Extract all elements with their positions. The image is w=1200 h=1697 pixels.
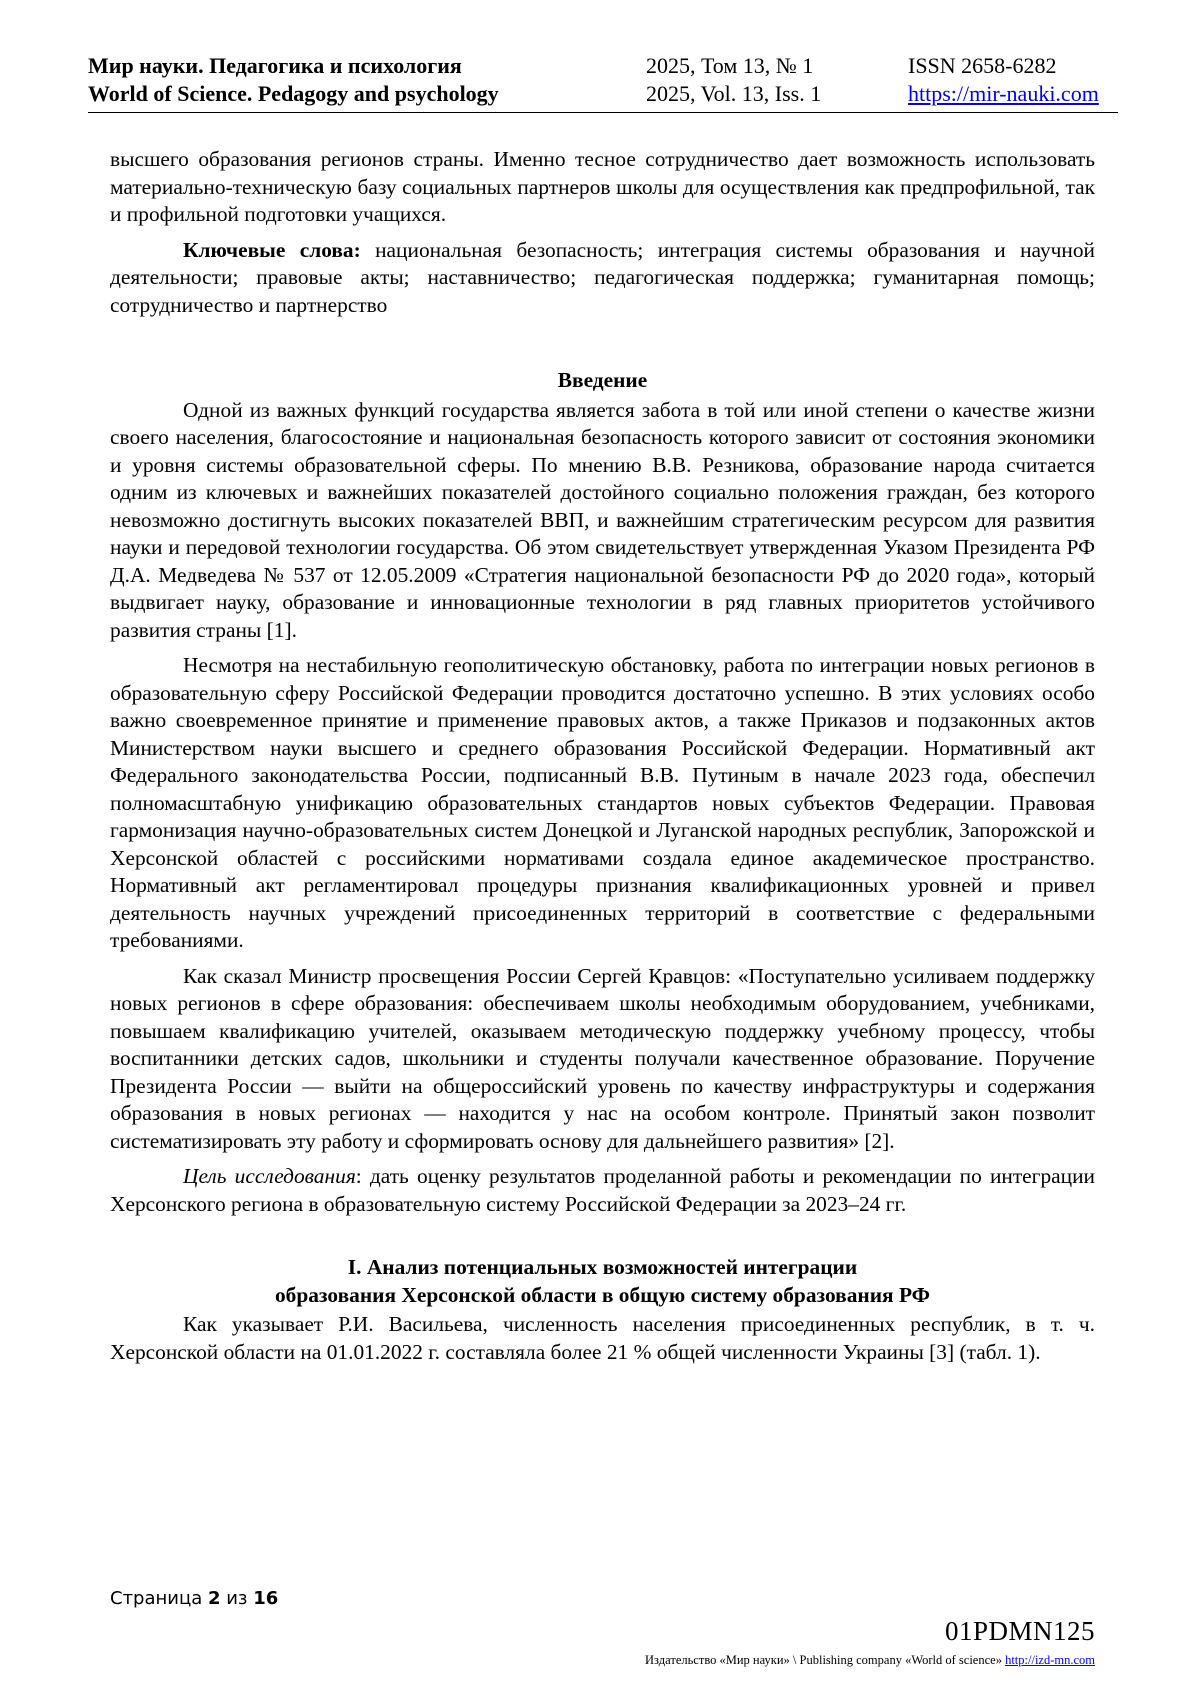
page-total: 16: [253, 1588, 279, 1609]
keywords-text: национальная безопасность; интеграция системы образования и научной деятельности; правовые акты; наставничество; педагогическая поддержка; гуманитарная помощь; сотрудничество и партнерство: [110, 237, 1095, 317]
issue-ru: 2025, Том 13, № 1: [646, 53, 814, 78]
article-body: [110, 146, 1095, 1374]
issn: ISSN 2658-6282: [908, 53, 1057, 78]
journal-title-en: World of Science. Pedagogy and psychology: [88, 81, 499, 106]
keywords-label: Ключевые слова:: [183, 237, 361, 262]
intro-heading: Введение: [557, 368, 648, 392]
publisher-text: Издательство «Мир науки» \ Publishing company «World of science»: [645, 1653, 1006, 1667]
keywords: [110, 237, 1095, 320]
issue-en: 2025, Vol. 13, Iss. 1: [646, 81, 822, 106]
section1-paragraph-1: Как указывает Р.И. Васильева, численность населения присоединенных республик, в т. ч. Херсонской области на 01.01.2022 г. составляла более 21 % общей численности Украины [3] (табл. 1).: [110, 1312, 1095, 1364]
issn-block: [908, 52, 1099, 108]
issue-info: [646, 52, 821, 108]
section1-heading: [110, 1254, 1095, 1309]
publisher-line: [645, 1653, 1095, 1668]
publisher-link[interactable]: http://izd-mn.com: [1005, 1653, 1095, 1667]
goal-text: : дать оценку результатов проделанной работы и рекомендации по интеграции Херсонского региона в образовательную систему Российской Федерации за 2023–24 гг.: [110, 1164, 1095, 1216]
research-goal: [110, 1163, 1095, 1218]
journal-title: [88, 52, 499, 108]
journal-site-link[interactable]: https://mir-nauki.com: [908, 81, 1099, 106]
article-code: 01PDMN125: [944, 1616, 1095, 1646]
intro-paragraph-2: Несмотря на нестабильную геополитическую обстановку, работа по интеграции новых регионов в образовательную сферу Российской Федерации проводится достаточно успешно. В этих условиях особо важно своевременное принятие и применение правовых актов, а также Приказов и подзаконных актов Министерством науки высшего и среднего образования Российской Федерации. Нормативный акт Федерального законодательства России, подписанный В.В. Путиным в начале 2023 года, обеспечил полномасштабную унификацию образовательных стандартов новых субъектов Федерации. Правовая гармонизация научно-образовательных систем Донецкой и Луганской народных республик, Запорожской и Херсонской областей с российскими нормативами создала единое академическое пространство. Нормативный акт регламентировал процедуры признания квалификационных уровней и привел деятельность научных учреждений присоединенных территорий в соответствие с федеральными требованиями.: [110, 653, 1095, 952]
page-number: Страница 2 из 16: [110, 1588, 279, 1609]
abstract-end: высшего образования регионов страны. Именно тесное сотрудничество дает возможность использовать материально-техническую базу социальных партнеров школы для осуществления как предпрофильной, так и профильной подготовки учащихся.: [110, 147, 1095, 226]
page-current: 2: [207, 1588, 221, 1609]
journal-title-ru: Мир науки. Педагогика и психология: [88, 53, 462, 78]
goal-label: Цель исследования: [183, 1164, 356, 1188]
intro-paragraph-1: Одной из важных функций государства является забота в той или иной степени о качестве жизни своего населения, благосостояние и национальная безопасность которого зависит от состояния экономики и уровня системы образовательной сферы. По мнению В.В. Резникова, образование народа считается одним из ключевых и важнейших показателей достойного социально положения граждан, без которого невозможно достигнуть высоких показателей ВВП, и важнейшим стратегическим ресурсом для развития науки и передовой технологии государства. Об этом свидетельствует утвержденная Указом Президента РФ Д.А. Медведева № 537 от 12.05.2009 «Стратегия национальной безопасности РФ до 2020 года», который выдвигает науку, образование и инновационные технологии в ряд главных приоритетов устойчивого развития страны [1].: [110, 397, 1095, 642]
section1-heading-line1: I. Анализ потенциальных возможностей интеграции: [347, 1255, 858, 1279]
section1-heading-line2: образования Херсонской области в общую систему образования РФ: [274, 1282, 931, 1307]
header-divider: [88, 112, 1118, 113]
intro-paragraph-3: Как сказал Министр просвещения России Сергей Кравцов: «Поступательно усиливаем поддержку новых регионов в сфере образования: обеспечиваем школы необходимым оборудованием, учебниками, повышаем квалификацию учителей, оказываем методическую поддержку учебному процессу, чтобы воспитанники детских садов, школьники и студенты получали качественное образование. Поручение Президента России — выйти на общероссийский уровень по качеству инфраструктуры и содержания образования в новых регионах — находится у нас на особом контроле. Принятый закон позволит систематизировать эту работу и сформировать основу для дальнейшего развития» [2].: [110, 963, 1095, 1153]
